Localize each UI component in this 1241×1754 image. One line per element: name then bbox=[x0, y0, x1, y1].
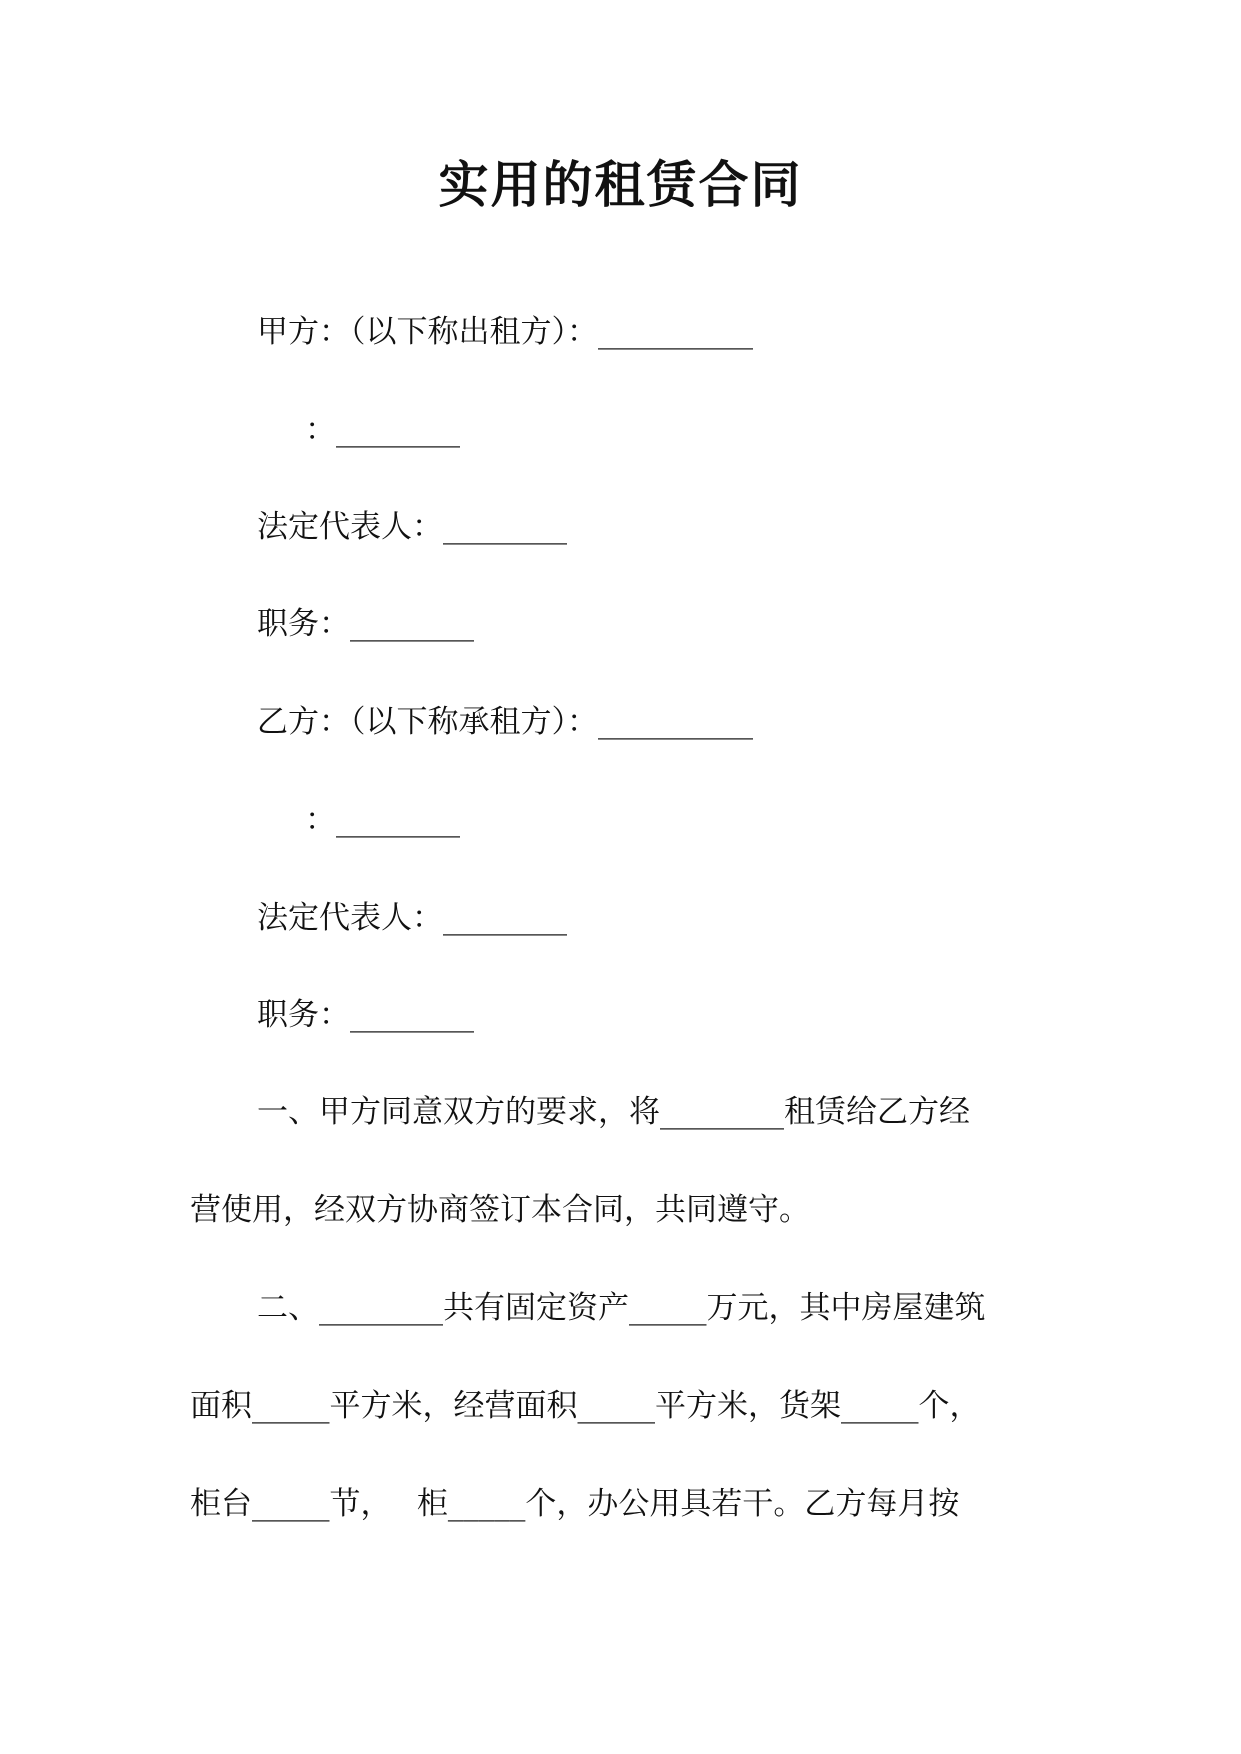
clause-2-line-2: 面积_____平方米，经营面积_____平方米，货架_____个， bbox=[190, 1388, 981, 1424]
party-b-line: 乙方：（以下称承租方）：__________ bbox=[257, 704, 753, 740]
party-a-line: 甲方：（以下称出租方）：__________ bbox=[257, 314, 753, 350]
clause-2-line-3: 柜台_____节， 柜_____个，办公用具若干。乙方每月按 bbox=[190, 1486, 960, 1522]
clause-1-line-2: 营使用，经双方协商签订本合同，共同遵守。 bbox=[190, 1192, 810, 1228]
party-a-blank-line: ：________ bbox=[305, 412, 460, 448]
document-title: 实用的租赁合同 bbox=[438, 155, 803, 214]
clause-2-line-1: 二、________共有固定资产_____万元，其中房屋建筑 bbox=[257, 1290, 986, 1326]
party-a-legal-rep-line: 法定代表人：________ bbox=[257, 509, 567, 545]
party-b-blank-line: ：________ bbox=[305, 802, 460, 838]
clause-1-line-1: 一、甲方同意双方的要求，将________租赁给乙方经 bbox=[257, 1094, 970, 1130]
party-b-position-line: 职务：________ bbox=[257, 997, 474, 1033]
party-a-position-line: 职务：________ bbox=[257, 606, 474, 642]
party-b-legal-rep-line: 法定代表人：________ bbox=[257, 900, 567, 936]
